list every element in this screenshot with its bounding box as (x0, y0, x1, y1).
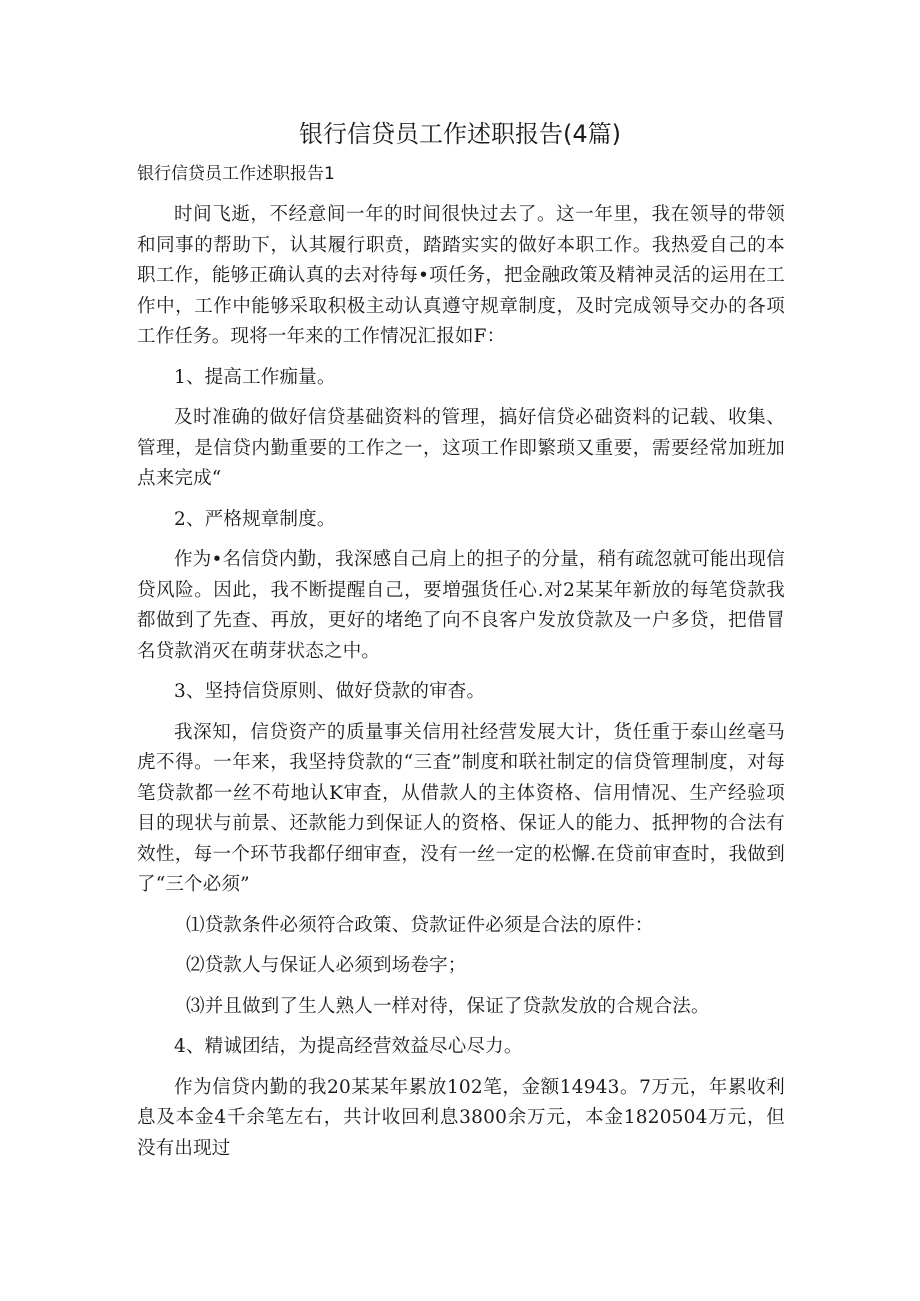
section-heading-3: 3、坚持信贷原则、做好贷款的审杳。 (174, 681, 486, 702)
paragraph-section-1: 及时准确的做好信贷基础资料的管理，搞好信贷必础资料的记载、收集、管理，是信贷内勤重要的工作之一，这项工作即繁琐又重要，需要经常加班加点来完成“ (137, 407, 785, 489)
document-subtitle: 银行信贷员工作述职报告1 (137, 164, 335, 184)
list-item-1: ⑴贷款条件必须符合政策、贷款证件必须是合法的原件： (186, 914, 654, 936)
section-heading-1: 1、提高工作痂量。 (174, 366, 336, 388)
document-title: 银行信贷员工作述职报告(4篇) (299, 120, 621, 148)
section-heading-2: 2、严格规章制度。 (174, 508, 336, 530)
list-item-2: ⑵贷款人与保证人必须到场卷字； (186, 955, 467, 976)
paragraph-intro: 时间飞逝，不经意间一年的时间很快过去了。这一年里，我在领导的带领和同事的帮助下，认其履行职贲，踏踏实实的做好本职工作。我热爱自己的本职工作，能够正确认真的去对待每•项任务，把金融政策及精神灵活的运用在工作中，工作中能够采取积极主动认真遵守规章制度，及时完成领导交办的各项工作任务。现将一年来的工作情况汇报如F： (137, 204, 785, 347)
paragraph-section-2: 作为•名信贷内勤，我深感自己肩上的担子的分量，稍有疏忽就可能出现信贷风险。因此，我不断提醒自己，要増强货任心.对2某某年新放的每笔贷款我都做到了先查、再放，更好的堵绝了向不良客户发放贷款及一户多贷，把借冒名贷款消灭在萌芽状态之中。 (137, 549, 785, 662)
paragraph-section-3: 我深知，信贷资产的质量事关信用社经营发展大计，货任重于泰山丝毫马虎不得。一年来，我坚持贷款的“三査”制度和联社制定的信贷管理制度，对每笔贷款都一丝不苟地认K审査，从借款人的主体资格、信用情况、生产经验项目的现状与前景、还款能力到保证人的资格、保证人的能力、抵押物的合法有效性，每一个环节我都仔细审查，没有一丝一定的松懈.在贷前审查时，我做到了“三个必须” (137, 721, 785, 895)
section-heading-4: 4、精诚团结，为提高经营效益尽心尽力。 (174, 1036, 523, 1057)
paragraph-section-4: 作为信贷内勤的我20某某年累放102笔，金额14943。7万元，年累收利息及本金4千余笔左右，共计收回利息3800余万元，本金1820504万元，但没有出现过 (137, 1076, 785, 1159)
list-item-3: ⑶并且做到了生人熟人一样对待，保证了贷款发放的合规合法。 (186, 995, 710, 1017)
document-body (137, 200, 785, 1174)
